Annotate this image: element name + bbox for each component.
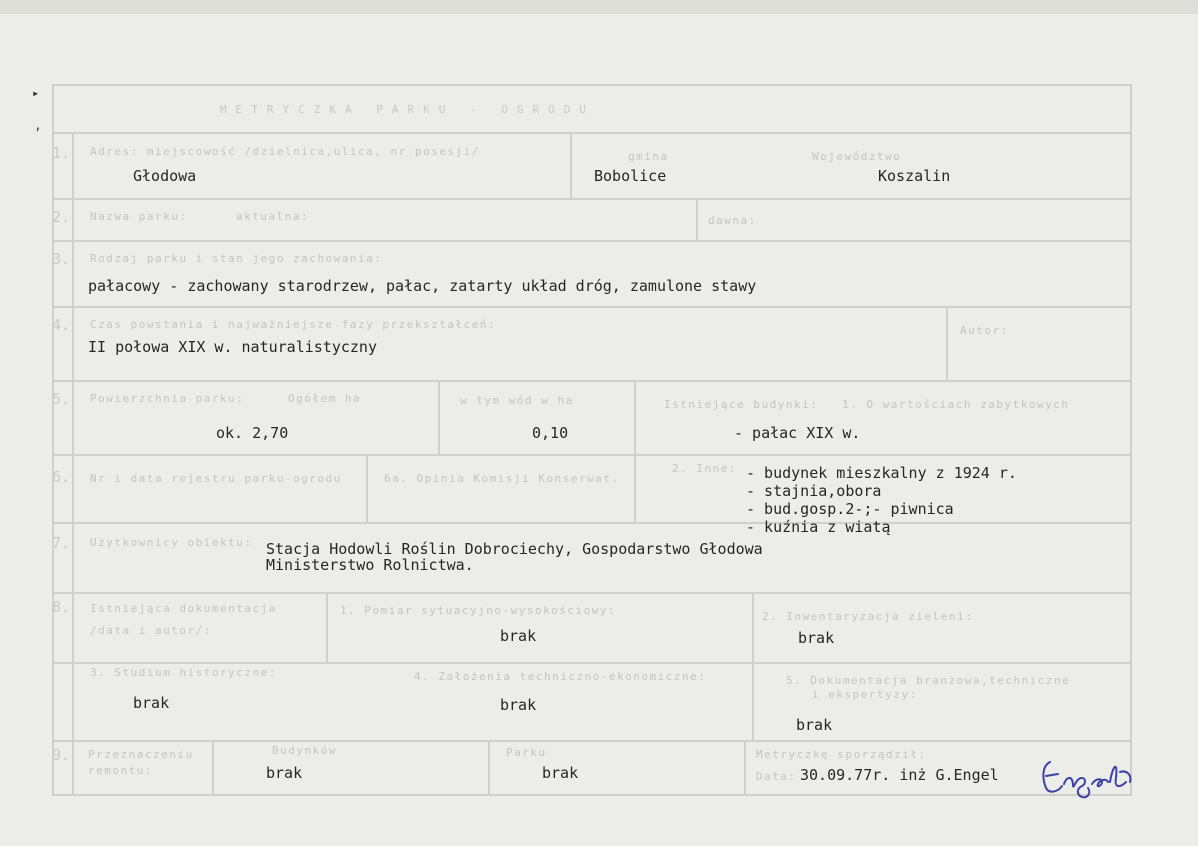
voivodeship-label: Województwo bbox=[812, 150, 902, 163]
documentation-sub-label: /data i autor/: bbox=[90, 624, 212, 637]
prepared-by-value: 30.09.77r. inż G.Engel bbox=[800, 766, 999, 784]
inventory-label: 2. Inwentaryzacja zieleni: bbox=[762, 610, 974, 623]
other-building-item: - kuźnia z wiatą bbox=[746, 518, 891, 536]
water-area-label: w tym wód w ha bbox=[460, 394, 574, 407]
row-separator bbox=[52, 198, 1132, 200]
row-separator bbox=[52, 306, 1132, 308]
frame-bottom bbox=[52, 794, 1132, 796]
author-label: Autor: bbox=[960, 324, 1009, 337]
register-label: Nr i data rejestru parku-ogrodu bbox=[90, 472, 342, 485]
survey-label: 1. Pomiar sytuacyjno-wysokościowy: bbox=[340, 604, 617, 617]
intended-label2: remontu: bbox=[88, 764, 153, 777]
total-area-value: ok. 2,70 bbox=[216, 424, 289, 442]
former-name-label: dawna: bbox=[708, 214, 757, 227]
row-number: 1. bbox=[52, 144, 71, 162]
cell-divider bbox=[696, 198, 698, 240]
row-separator bbox=[52, 380, 1132, 382]
branch-docs-label2: i ekspertyzy: bbox=[812, 688, 918, 701]
history-study-label: 3. Studium historyczne: bbox=[90, 666, 277, 679]
users-value-line1: Stacja Hodowli Roślin Dobrociechy, Gospodarstwo Głodowa bbox=[266, 540, 763, 558]
row-number: 9. bbox=[52, 746, 71, 764]
users-value-line2: Ministerstwo Rolnictwa. bbox=[266, 556, 474, 574]
row-number: 6. bbox=[52, 468, 71, 486]
park-label: Parku bbox=[506, 746, 547, 759]
row-separator bbox=[52, 522, 634, 524]
row-number: 5. bbox=[52, 390, 71, 408]
cell-divider bbox=[744, 740, 746, 794]
buildings-label: Istniejące budynki: bbox=[664, 398, 819, 411]
date-label: Data: bbox=[756, 770, 797, 783]
row-number: 8. bbox=[52, 598, 71, 616]
water-area-value: 0,10 bbox=[532, 424, 569, 442]
building-label: Budynków bbox=[272, 744, 337, 757]
row-separator bbox=[52, 662, 1132, 664]
form-title: METRYCZKA PARKU - OGRODU bbox=[220, 103, 595, 116]
tech-assumptions-label: 4. Założenia techniczno-ekonomiczne: bbox=[414, 670, 707, 683]
cell-divider bbox=[946, 306, 948, 380]
inventory-value: brak bbox=[798, 629, 835, 647]
cell-divider bbox=[570, 132, 572, 198]
frame-top bbox=[52, 84, 1132, 86]
tech-assumptions-value: brak bbox=[500, 696, 537, 714]
origin-label: Czas powstania i najważniejsze fazy przekształceń: bbox=[90, 318, 497, 331]
cell-divider bbox=[634, 380, 636, 522]
history-study-value: brak bbox=[133, 694, 170, 712]
address-label: Adres: miejscowość /dzielnica,ulica, nr posesji/ bbox=[90, 145, 480, 158]
cell-divider bbox=[438, 380, 440, 454]
row-number: 3. bbox=[52, 250, 71, 268]
row-separator bbox=[52, 454, 1132, 456]
address-value: Głodowa bbox=[133, 167, 197, 185]
other-building-item: - bud.gosp.2-;- piwnica bbox=[746, 500, 954, 518]
origin-value: II połowa XIX w. naturalistyczny bbox=[88, 338, 377, 356]
row-separator bbox=[52, 240, 1132, 242]
frame-right bbox=[1130, 84, 1132, 796]
other-building-item: - budynek mieszkalny z 1924 r. bbox=[746, 464, 1017, 482]
current-name-label: aktualna: bbox=[236, 210, 310, 223]
voivodeship-value: Koszalin bbox=[878, 167, 951, 185]
row-number: 4. bbox=[52, 316, 71, 334]
opinion-label: 6a. Opinia Komisji Konserwat. bbox=[384, 472, 620, 485]
branch-docs-value: brak bbox=[796, 716, 833, 734]
building-value: brak bbox=[266, 764, 303, 782]
row-separator bbox=[52, 740, 1132, 742]
cell-divider bbox=[488, 740, 490, 794]
park-type-value: pałacowy - zachowany starodrzew, pałac, zatarty układ dróg, zamulone stawy bbox=[88, 277, 757, 295]
signature-engel bbox=[1036, 748, 1146, 804]
cell-divider bbox=[212, 740, 214, 794]
number-column-line bbox=[72, 132, 74, 794]
row-number: 7. bbox=[52, 534, 71, 552]
gmina-value: Bobolice bbox=[594, 167, 667, 185]
heritage-buildings-value: - pałac XIX w. bbox=[734, 424, 861, 442]
row-separator bbox=[52, 592, 1132, 594]
other-building-item: - stajnia,obora bbox=[746, 482, 882, 500]
other-buildings-label: 2. Inne: bbox=[672, 462, 737, 475]
park-value: brak bbox=[542, 764, 579, 782]
users-label: Użytkownicy obiektu: bbox=[90, 536, 253, 549]
gmina-label: gmina bbox=[628, 150, 669, 163]
cell-divider bbox=[366, 454, 368, 522]
punch-mark: ’ bbox=[34, 126, 42, 140]
intended-label: Przeznaczeniu bbox=[88, 748, 194, 761]
area-label: Powierzchnia parku: bbox=[90, 392, 245, 405]
cell-divider bbox=[326, 592, 328, 662]
park-name-label: Nazwa parku: bbox=[90, 210, 188, 223]
frame-left bbox=[52, 84, 54, 796]
row-number: 2. bbox=[52, 208, 71, 226]
branch-docs-label: 5. Dokumentacja branżowa,techniczne bbox=[786, 674, 1071, 687]
prepared-by-label: Metryczkę sporządził: bbox=[756, 748, 927, 761]
heritage-buildings-label: 1. O wartościach zabytkowych bbox=[842, 398, 1070, 411]
documentation-label: Istniejąca dokumentacja bbox=[90, 602, 277, 615]
cell-divider bbox=[752, 592, 754, 740]
park-type-label: Rodzaj parku i stan jego zachowania: bbox=[90, 252, 383, 265]
row-separator bbox=[52, 132, 1132, 134]
total-area-label: Ogółem ha bbox=[288, 392, 362, 405]
punch-mark: ▸ bbox=[32, 86, 40, 100]
survey-value: brak bbox=[500, 627, 537, 645]
